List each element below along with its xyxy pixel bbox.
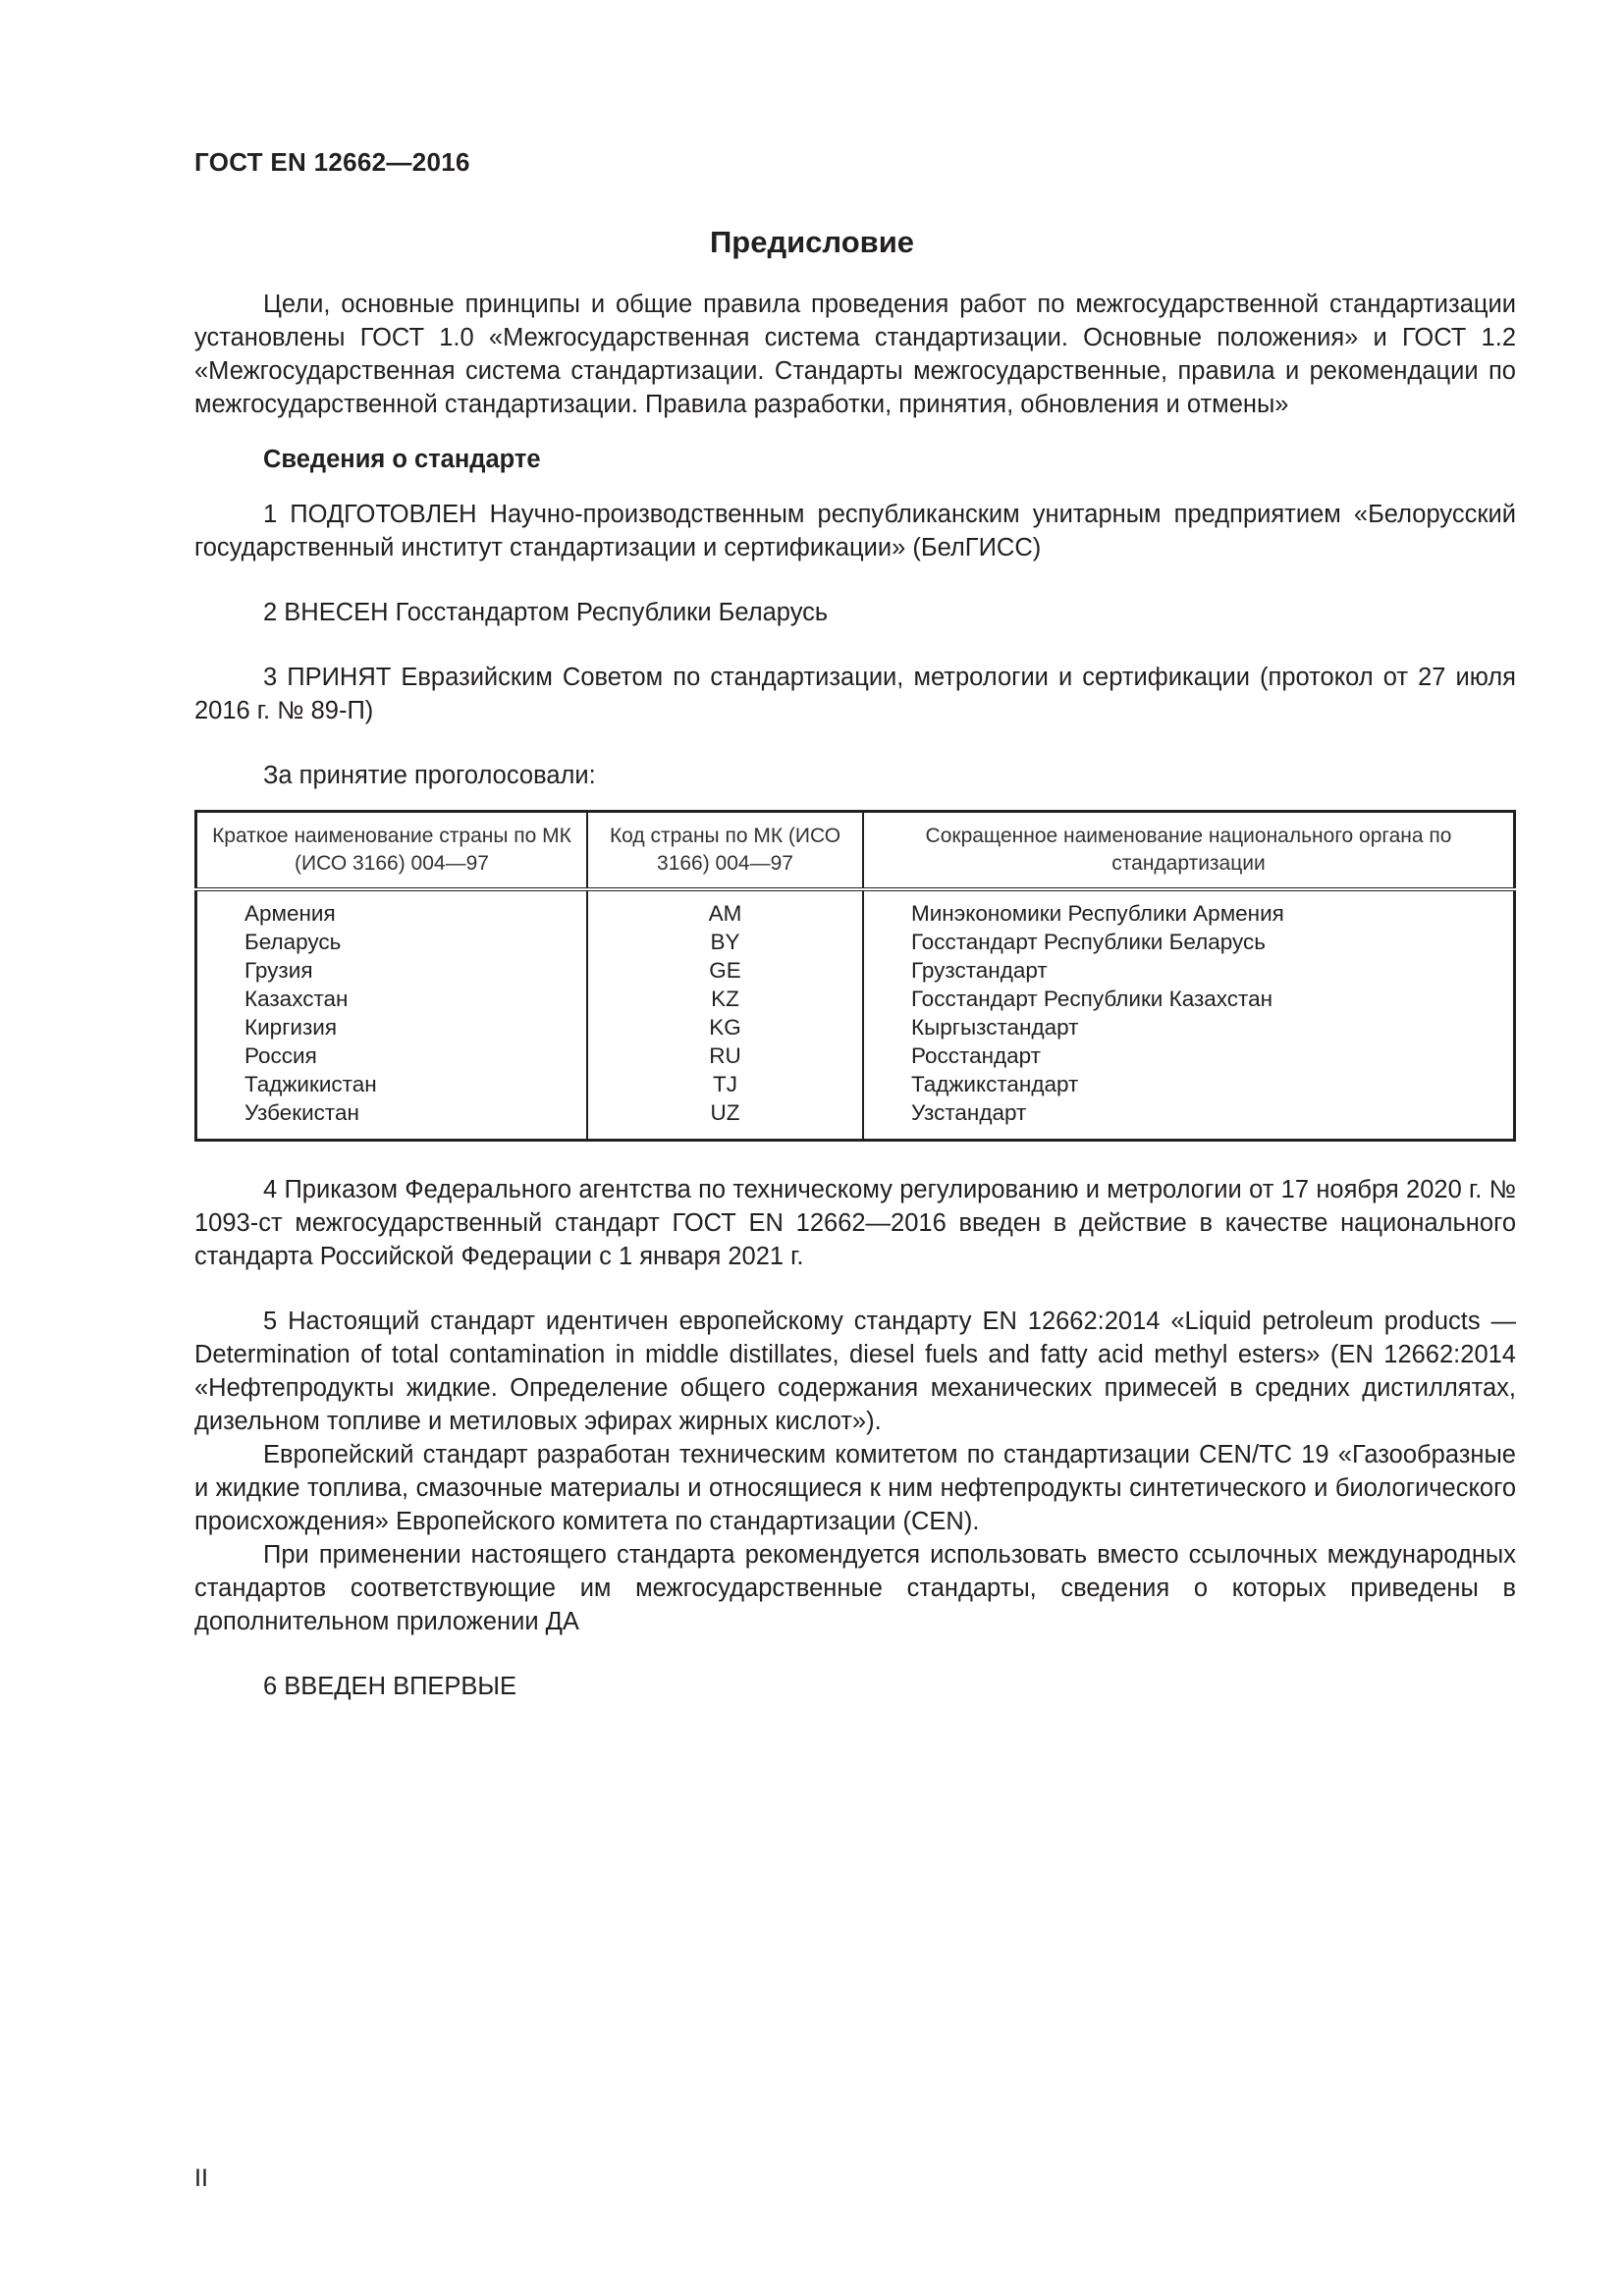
item-enacted: 4 Приказом Федерального агентства по техническому регулированию и метрологии от 17 ноября 2020 г. № 1093-ст межгосударственный стандарт ГОСТ EN 12662—2016 введен в действие в качестве национального стандарта Российской Федерации с 1 января 2021 г. [194, 1176, 1516, 1270]
standards-body: Узстандарт [911, 1100, 1027, 1125]
page-title: Предисловие [709, 225, 914, 259]
country-code: RU [709, 1043, 741, 1068]
item-first-introduced: 6 ВВЕДЕН ВПЕРВЫЕ [263, 1673, 517, 1700]
standards-body: Госстандарт Республики Казахстан [911, 987, 1273, 1011]
country-code: UZ [710, 1100, 740, 1125]
country-name: Грузия [244, 958, 313, 983]
country-name-column [196, 889, 588, 1141]
country-name: Беларусь [244, 930, 342, 954]
header-country-name: Краткое наименование страны по МК (ИСО 3166) 004—97 [196, 812, 588, 890]
item-adopted: 3 ПРИНЯТ Евразийским Советом по стандартизации, метрологии и сертификации (протокол от 27 июля 2016 г. № 89-П) [194, 664, 1516, 724]
standards-body-column [863, 889, 1515, 1141]
item-identity-references: При применении настоящего стандарта рекомендуется использовать вместо ссылочных международных стандартов соответствующие им межгосударственные стандарты, сведения о которых приведены в дополнительном приложении ДА [194, 1541, 1516, 1635]
country-name: Казахстан [244, 987, 349, 1011]
country-name: Россия [244, 1043, 317, 1068]
country-name: Узбекистан [244, 1100, 359, 1125]
standards-body: Росстандарт [911, 1043, 1041, 1068]
country-code-column [587, 889, 863, 1141]
intro-paragraph: Цели, основные принципы и общие правила проведения работ по межгосударственной стандартизации установлены ГОСТ 1.0 «Межгосударственная система стандартизации. Основные положения» и ГОСТ 1.2 «Межгосударственная система стандартизации. Стандарты межгосударственные, правила и рекомендации по межгосударственной стандартизации. Правила разработки, принятия, обновления и отмены» [194, 291, 1516, 418]
country-code: KG [709, 1015, 741, 1040]
header-standards-body: Сокращенное наименование национального органа по стандартизации [863, 812, 1515, 890]
header-country-code: Код страны по МК (ИСО 3166) 004—97 [587, 812, 863, 890]
country-code: TJ [713, 1072, 737, 1096]
voting-table-wrapper [194, 810, 1516, 1142]
standards-body: Грузстандарт [911, 958, 1048, 983]
country-name: Армения [244, 901, 336, 926]
standards-body: Минэкономики Республики Армения [911, 901, 1284, 926]
country-code: BY [710, 930, 740, 954]
table-header-row [196, 812, 1515, 890]
item-introduced: 2 ВНЕСЕН Госстандартом Республики Беларусь [263, 599, 829, 626]
country-code: KZ [711, 987, 739, 1011]
country-code: AM [708, 901, 742, 926]
country-name: Таджикистан [244, 1072, 377, 1096]
standards-body: Кыргызстандарт [911, 1015, 1079, 1040]
standards-body: Госстандарт Республики Беларусь [911, 930, 1267, 954]
item-identity-committee: Европейский стандарт разработан техническим комитетом по стандартизации CEN/TC 19 «Газообразные и жидкие топлива, смазочные материалы и относящиеся к ним нефтепродукты синтетического и биологического происхождения» Европейского комитета по стандартизации (CEN). [194, 1441, 1516, 1535]
foreword-body [194, 288, 1516, 1703]
table-body-row [196, 889, 1515, 1141]
voted-label: За принятие проголосовали: [263, 762, 596, 789]
item-identity: 5 Настоящий стандарт идентичен европейскому стандарту EN 12662:2014 «Liquid petroleum products — Determination of total contamination in middle distillates, diesel fuels and fatty acid methyl esters» (EN 12662:2014 «Нефтепродукты жидкие. Определение общего содержания механических примесей в средних дистиллятах, дизельном топливе и метиловых эфирах жирных кислот»). [194, 1308, 1516, 1435]
standard-info-heading: Сведения о стандарте [263, 446, 541, 473]
page-number: II [194, 2164, 208, 2192]
country-name: Киргизия [244, 1015, 338, 1040]
voting-table [194, 810, 1516, 1142]
document-id: ГОСТ EN 12662—2016 [194, 147, 470, 177]
standards-body: Таджикстандарт [911, 1072, 1079, 1096]
country-code: GE [709, 958, 741, 983]
item-prepared: 1 ПОДГОТОВЛЕН Научно-производственным республиканским унитарным предприятием «Белорусский государственный институт стандартизации и сертификации» (БелГИСС) [194, 501, 1516, 561]
